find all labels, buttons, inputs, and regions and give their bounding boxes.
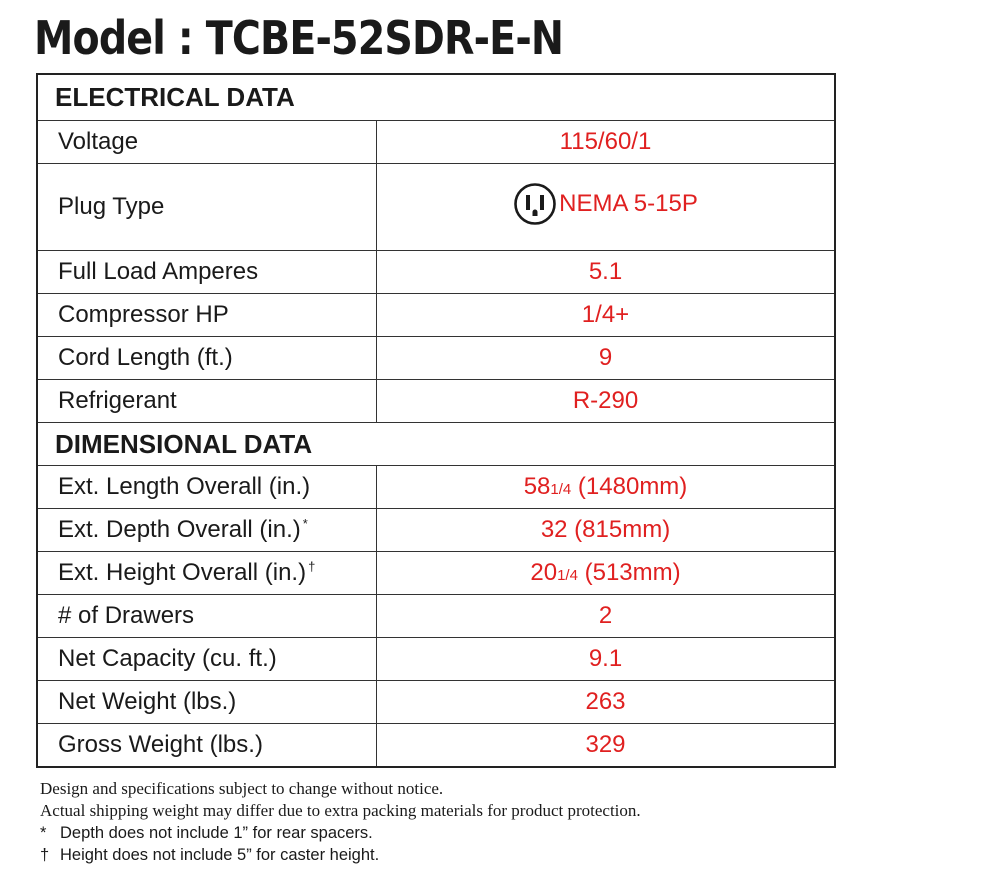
table-row <box>37 552 835 595</box>
gross-weight-label: Gross Weight (lbs.) <box>37 724 377 768</box>
height-footnote-mark: † <box>308 559 316 574</box>
table-row <box>37 294 835 337</box>
refrigerant-label: Refrigerant <box>37 380 377 423</box>
electrical-data-header-row <box>37 74 835 121</box>
cord-length-label: Cord Length (ft.) <box>37 337 377 380</box>
length-whole: 58 <box>523 473 551 500</box>
note-depth-symbol: * <box>40 824 47 842</box>
height-whole: 20 <box>530 559 558 586</box>
height-value <box>377 552 836 595</box>
length-fraction: 1/4 <box>550 481 572 498</box>
full-load-amperes-label: Full Load Amperes <box>37 251 377 294</box>
plug-type-label: Plug Type <box>37 164 377 251</box>
drawers-label: # of Drawers <box>37 595 377 638</box>
note-height-symbol: † <box>40 846 50 864</box>
note-height-text: Height does not include 5” for caster height. <box>60 846 380 864</box>
compressor-hp-value: 1/4+ <box>377 294 836 337</box>
compressor-hp-label: Compressor HP <box>37 294 377 337</box>
table-row <box>37 595 835 638</box>
spec-table <box>36 73 836 768</box>
table-row <box>37 724 835 768</box>
gross-weight-value: 329 <box>377 724 836 768</box>
dimensional-data-header-row <box>37 423 835 466</box>
dimensional-data-header: DIMENSIONAL DATA <box>37 423 835 466</box>
voltage-label: Voltage <box>37 121 377 164</box>
drawers-value: 2 <box>377 595 836 638</box>
table-row <box>37 681 835 724</box>
table-row <box>37 380 835 423</box>
plug-type-wrap <box>513 182 698 226</box>
note-height <box>40 844 641 866</box>
plug-type-value: NEMA 5-15P <box>559 189 698 217</box>
height-metric: (513mm) <box>577 559 681 586</box>
depth-label-cell <box>37 509 377 552</box>
plug-type-cell <box>377 164 836 251</box>
height-fraction: 1/4 <box>557 567 578 584</box>
height-label: Ext. Height Overall (in.) <box>58 559 307 586</box>
net-capacity-value: 9.1 <box>377 638 836 681</box>
full-load-amperes-value: 5.1 <box>377 251 836 294</box>
cord-length-value: 9 <box>377 337 836 380</box>
table-row <box>37 638 835 681</box>
depth-value: 32 (815mm) <box>377 509 836 552</box>
length-value <box>377 466 836 509</box>
net-capacity-label: Net Capacity (cu. ft.) <box>37 638 377 681</box>
table-row <box>37 164 835 251</box>
table-row <box>37 337 835 380</box>
note-change-notice: Design and specifications subject to change without notice. <box>40 779 444 798</box>
height-label-cell <box>37 552 377 595</box>
footnotes <box>40 778 641 866</box>
refrigerant-value: R-290 <box>377 380 836 423</box>
table-row <box>37 251 835 294</box>
table-row <box>37 509 835 552</box>
note-depth-text: Depth does not include 1” for rear spacers. <box>60 824 373 842</box>
note-depth <box>40 822 641 844</box>
model-title: Model : TCBE-52SDR-E-N <box>34 11 564 65</box>
net-weight-value: 263 <box>377 681 836 724</box>
length-label: Ext. Length Overall (in.) <box>37 466 377 509</box>
depth-label: Ext. Depth Overall (in.) <box>58 516 301 543</box>
note-shipping-weight: Actual shipping weight may differ due to extra packing materials for product protection. <box>40 801 641 820</box>
nema-5-15-plug-icon <box>513 182 557 226</box>
length-metric: (1480mm) <box>571 473 688 500</box>
net-weight-label: Net Weight (lbs.) <box>37 681 377 724</box>
electrical-data-header: ELECTRICAL DATA <box>37 74 835 121</box>
depth-footnote-mark: * <box>302 516 308 531</box>
voltage-value: 115/60/1 <box>377 121 836 164</box>
table-row <box>37 466 835 509</box>
table-row <box>37 121 835 164</box>
